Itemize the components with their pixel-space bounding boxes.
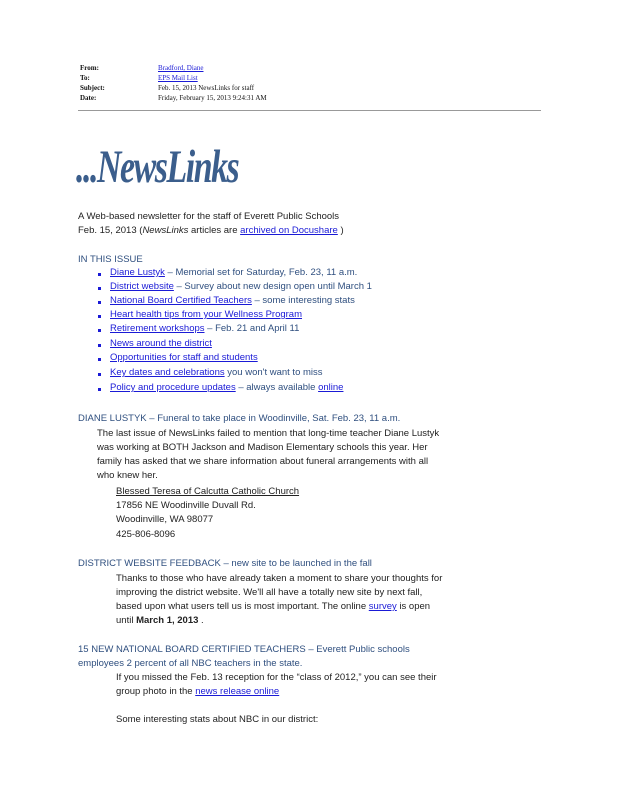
nbct-section-header: [78, 644, 410, 655]
intro-date: Feb. 15, 2013 (: [78, 225, 143, 236]
to-label: To:: [80, 74, 90, 82]
church-address-street: 17856 NE Woodinville Duvall Rd.: [116, 500, 256, 511]
toc-heading: IN THIS ISSUE: [78, 254, 143, 265]
survey-link[interactable]: survey: [368, 601, 397, 612]
church-phone: 425-806-8096: [116, 529, 176, 540]
lustyk-paragraph-line: who knew her.: [97, 470, 158, 481]
toc-bullet: [98, 329, 101, 332]
toc-link-website[interactable]: District website: [110, 281, 174, 292]
nbct-subhead: – Everett Public schools: [305, 644, 410, 655]
toc-desc-policy: – always available: [235, 382, 316, 393]
header-divider: [78, 110, 541, 111]
toc-link-opportunities[interactable]: Opportunities for staff and students: [110, 352, 258, 363]
date-value: Friday, February 15, 2013 9:24:31 AM: [158, 94, 267, 102]
intro-close-paren: ): [340, 225, 344, 236]
toc-item-lustyk: [110, 267, 357, 278]
website-text: is open: [396, 601, 431, 612]
website-subhead: – new site to be launched in the fall: [220, 558, 372, 569]
news-release-link[interactable]: news release online: [195, 686, 280, 697]
website-paragraph-line: [116, 615, 204, 626]
nbct-subhead-line2: employees 2 percent of all NBC teachers in the state.: [78, 658, 303, 669]
lustyk-paragraph-line: The last issue of NewsLinks failed to mention that long-time teacher Diane Lustyk: [97, 428, 440, 439]
intro-date-line: [78, 225, 344, 236]
archive-link[interactable]: archived on Docushare: [240, 225, 338, 236]
lustyk-heading: DIANE LUSTYK: [78, 413, 147, 424]
from-label: From:: [80, 64, 99, 72]
from-value[interactable]: Bradford, Diane: [158, 64, 204, 72]
date-label: Date:: [80, 94, 97, 102]
church-link[interactable]: Blessed Teresa of Calcutta Catholic Church: [116, 486, 300, 497]
website-heading: DISTRICT WEBSITE FEEDBACK: [78, 558, 221, 569]
website-paragraph-line: improving the district website. We'll all have a totally new site by next fall,: [116, 587, 423, 598]
subject-value: Feb. 15, 2013 NewsLinks for staff: [158, 84, 255, 92]
toc-link-lustyk[interactable]: Diane Lustyk: [110, 267, 165, 278]
toc-item-heart: [110, 309, 302, 320]
lustyk-section-header: [78, 413, 400, 424]
intro-tagline: A Web-based newsletter for the staff of Everett Public Schools: [78, 211, 340, 222]
toc-item-news: [110, 338, 212, 349]
toc-item-policy: [110, 382, 343, 393]
toc-bullet: [98, 301, 101, 304]
toc-desc-website: – Survey about new design open until March 1: [173, 281, 372, 292]
to-value[interactable]: EPS Mail List: [158, 74, 198, 82]
subject-label: Subject:: [80, 84, 105, 92]
intro-articles: articles are: [188, 225, 238, 236]
toc-desc-lustyk: – Memorial set for Saturday, Feb. 23, 11 a.m.: [164, 267, 358, 278]
website-text: based upon what users tell us is most important. The online: [116, 601, 369, 612]
toc-item-nbct: [110, 295, 355, 306]
toc-desc-dates: you won't want to miss: [224, 367, 323, 378]
toc-bullet: [98, 388, 101, 391]
toc-item-dates: [110, 367, 323, 378]
survey-deadline: March 1, 2013: [136, 615, 199, 626]
toc-link-news[interactable]: News around the district: [110, 338, 212, 349]
intro-newslinks: NewsLinks: [142, 225, 189, 236]
toc-bullet: [98, 273, 101, 276]
website-text: until: [116, 615, 137, 626]
toc-link-dates[interactable]: Key dates and celebrations: [110, 367, 225, 378]
toc-link-policy-online[interactable]: online: [318, 382, 344, 393]
nbct-paragraph-line: If you missed the Feb. 13 reception for the “class of 2012,” you can see their: [116, 672, 437, 683]
toc-bullet: [98, 373, 101, 376]
church-address-city: Woodinville, WA 98077: [116, 514, 214, 525]
toc-bullet: [98, 315, 101, 318]
toc-bullet: [98, 358, 101, 361]
toc-link-heart[interactable]: Heart health tips from your Wellness Program: [110, 309, 303, 320]
website-paragraph-line: Thanks to those who have already taken a moment to share your thoughts for: [116, 573, 443, 584]
nbct-stats-intro: Some interesting stats about NBC in our district:: [116, 714, 319, 725]
website-paragraph-line: [116, 601, 430, 612]
toc-link-policy[interactable]: Policy and procedure updates: [110, 382, 236, 393]
lustyk-subhead: – Funeral to take place in Woodinville, Sat. Feb. 23, 11 a.m.: [146, 413, 401, 424]
lustyk-paragraph-line: was working at BOTH Jackson and Madison Elementary schools this year. Her: [97, 442, 428, 453]
toc-desc-nbct: – some interesting stats: [251, 295, 355, 306]
nbct-paragraph-line: [116, 686, 279, 697]
website-text: .: [198, 615, 204, 626]
toc-item-opportunities: [110, 352, 258, 363]
nbct-heading: 15 NEW NATIONAL BOARD CERTIFIED TEACHERS: [78, 644, 306, 655]
toc-item-retirement: [110, 323, 299, 334]
website-section-header: [78, 558, 372, 569]
newsletter-masthead: ...NewsLinks: [76, 141, 239, 193]
toc-desc-retirement: – Feb. 21 and April 11: [204, 323, 300, 334]
toc-bullet: [98, 344, 101, 347]
toc-link-retirement[interactable]: Retirement workshops: [110, 323, 205, 334]
lustyk-paragraph-line: family has asked that we share information about funeral arrangements with all: [97, 456, 429, 467]
toc-item-website: [110, 281, 372, 292]
toc-bullet: [98, 287, 101, 290]
toc-link-nbct[interactable]: National Board Certified Teachers: [110, 295, 252, 306]
nbct-text: group photo in the: [116, 686, 196, 697]
